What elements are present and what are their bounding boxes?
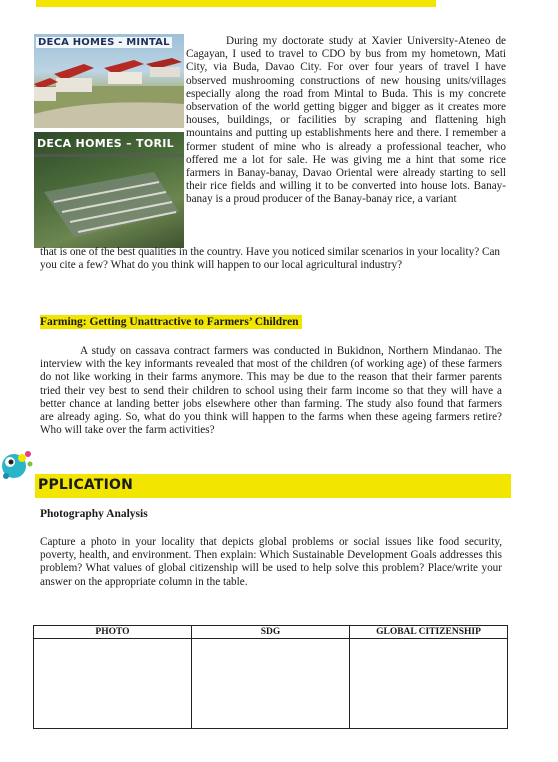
- table-row: [34, 639, 508, 729]
- application-banner: [35, 474, 511, 498]
- photo-caption-mintal: DECA HOMES - MINTAL: [38, 37, 170, 48]
- table-header-global-citizenship: GLOBAL CITIZENSHIP: [350, 626, 508, 639]
- photo-answer-cell[interactable]: [34, 639, 192, 729]
- intro-paragraph: During my doctorate study at Xavier University-Ateneo de Cagayan, I used to travel to CDO by bus from my hometown, Mati City, via Buda, Davao City. For over four years of travel I have observed mushrooming constructions of new housing units/villages especially along the road from Mintal to Buda. This is my concrete observation of the world getting bigger and bigger as it creates more houses, buildings, or facilities by scraping and flattening high mountains and putting up establishments here and there. I remember a former student of mine who is already a professional teacher, who offered me a lot for sale. He was giving me a hint that some rice farmers in Banay-banay, Davao Oriental were already starting to sell their rice fields and willing it to be converted into house lots. Banay-banay is a proud producer of the Banay-banay rice, a variant: [186, 35, 506, 206]
- houses-illustration: [34, 34, 184, 128]
- mascot-icon: [0, 444, 40, 484]
- table-header-sdg: SDG: [192, 626, 350, 639]
- farming-study-paragraph: A study on cassava contract farmers was conducted in Bukidnon, Northern Mindanao. The interview with the key informants revealed that most of the children (of working age) of these farmers do not like working in their farms anymore. This may be due to the reason that their farmer parents tried their vey best to send their children to school using their farm income so that they will have a better chance at landing better jobs elsewhere other than farming. The study also found that farmers are already aging. So, what do you think will happen to the farms when these ageing farmers retire? Who will take over the farm activities?: [40, 345, 502, 437]
- application-banner-title: PPLICATION: [38, 477, 134, 493]
- table-header-photo: PHOTO: [34, 626, 192, 639]
- top-highlight-strip: [36, 0, 436, 7]
- photography-analysis-title: Photography Analysis: [40, 508, 148, 520]
- sdg-answer-cell[interactable]: [192, 639, 350, 729]
- intro-paragraph-continuation: that is one of the best qualities in the country. Have you noticed similar scenarios in your locality? Can you cite a few? What do you think will happen to our local agricultural industry?: [40, 246, 501, 272]
- photo-deca-homes-mintal: [34, 34, 184, 128]
- table-header-row: [34, 626, 508, 639]
- photo-deca-homes-toril: [34, 132, 184, 248]
- photo-caption-toril: DECA HOMES – TORIL: [37, 137, 174, 150]
- answer-table: [33, 625, 508, 729]
- application-instructions: Capture a photo in your locality that depicts global problems or social issues like food security, poverty, health, and environment. Then explain: Which Sustainable Development Goals addresses this problem? What values of global citizenship will be used to help solve this problem? Place/write your answer on the appropriate column in the table.: [40, 536, 502, 588]
- global-citizenship-answer-cell[interactable]: [350, 639, 508, 729]
- farming-section-heading: Farming: Getting Unattractive to Farmers’ Children: [40, 315, 302, 329]
